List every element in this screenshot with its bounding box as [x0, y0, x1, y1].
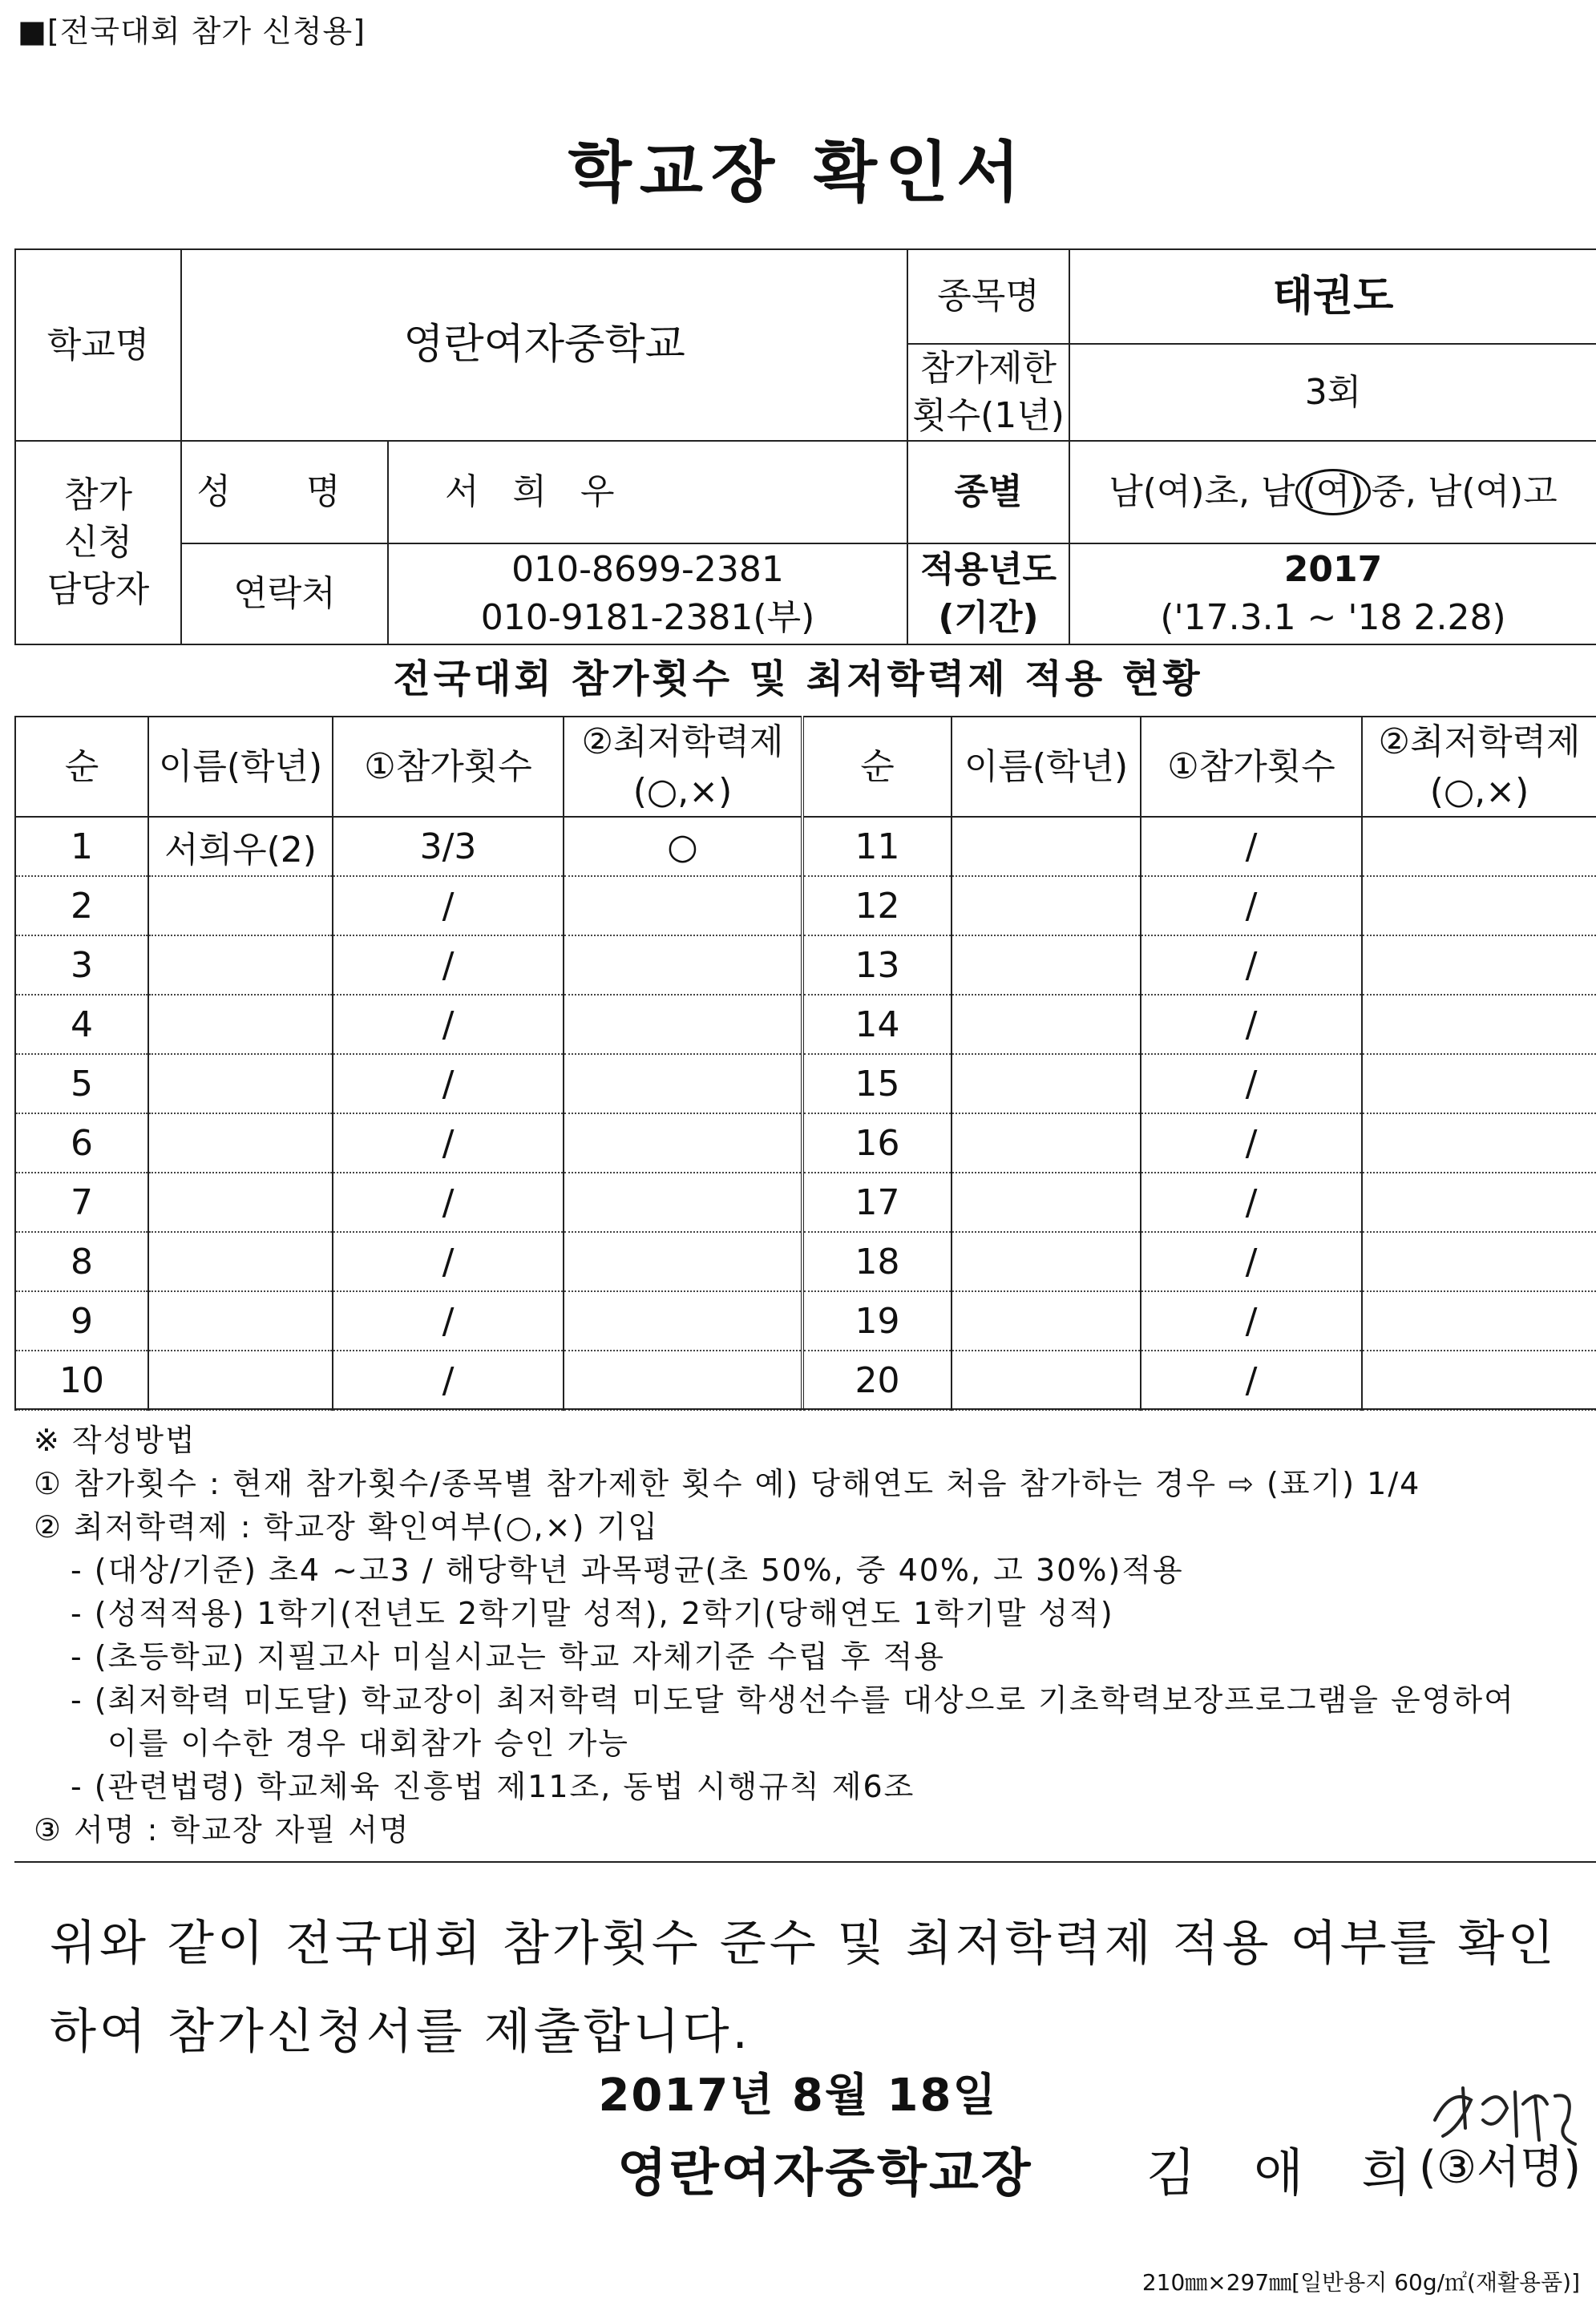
- school-name: 영란여자중학교: [181, 249, 907, 441]
- row-min-grade: [1362, 817, 1596, 876]
- statement-line1: 위와 같이 전국대회 참가횟수 준수 및 최저학력제 적용 여부를 확인: [50, 1916, 1558, 1972]
- row-name: [952, 876, 1141, 935]
- principal-name: 김 애 희: [1146, 2144, 1432, 2203]
- row-count: /: [1141, 1173, 1362, 1232]
- row-count: /: [333, 1113, 564, 1173]
- row-name: [148, 1113, 333, 1173]
- note-1: ① 참가횟수 : 현재 참가횟수/종목별 참가제한 횟수 예) 당해연도 처음 참가하는 경우 ⇨ (표기) 1/4: [34, 1466, 1421, 1501]
- row-min-grade: [564, 876, 802, 935]
- row-min-grade: [1362, 1173, 1596, 1232]
- row-name: 서희우(2): [148, 817, 333, 876]
- row-min-grade: [564, 1291, 802, 1351]
- row-count: /: [333, 1232, 564, 1291]
- row-min-grade: [1362, 1232, 1596, 1291]
- event-label: 종목명: [907, 249, 1069, 344]
- year-value: [1069, 543, 1596, 644]
- year-label-line1: 적용년도: [919, 549, 1057, 591]
- row-number: 18: [802, 1232, 952, 1291]
- row-number: 9: [15, 1291, 148, 1351]
- limit-value: 3회: [1069, 344, 1596, 441]
- row-count: /: [1141, 876, 1362, 935]
- count-table: [14, 716, 1596, 1411]
- manager-label: [15, 441, 181, 644]
- manager-label-line2: 신청: [63, 522, 132, 563]
- row-number: 17: [802, 1173, 952, 1232]
- row-name: [952, 1054, 1141, 1113]
- name-value: 서 희 우: [388, 441, 907, 543]
- header-min-line1: ②최저학력제: [581, 721, 784, 762]
- category-value: [1069, 441, 1596, 543]
- header-min-line1: ②최저학력제: [1378, 721, 1581, 762]
- row-name: [148, 1054, 333, 1113]
- page-title: 학교장 확인서: [568, 135, 1028, 211]
- row-count: 3/3: [333, 817, 564, 876]
- principal-title: 영란여자중학교장: [617, 2144, 1033, 2203]
- row-number: 20: [802, 1351, 952, 1410]
- school-label: 학교명: [15, 249, 181, 441]
- row-name: [952, 1113, 1141, 1173]
- row-name: [148, 876, 333, 935]
- row-name: [952, 1173, 1141, 1232]
- info-table: [14, 248, 1596, 645]
- name-label: 성 명: [181, 441, 388, 543]
- row-number: 4: [15, 995, 148, 1054]
- row-name: [952, 995, 1141, 1054]
- issue-date: 2017년 8월 18일: [598, 2070, 998, 2122]
- note-3: ③ 서명 : 학교장 자필 서명: [34, 1812, 410, 1848]
- paper-spec-footer: 210㎜×297㎜[일반용지 60g/㎡(재활용품)]: [1141, 2269, 1580, 2296]
- header-min-line2: (○,×): [632, 770, 733, 812]
- row-name: [148, 995, 333, 1054]
- row-number: 11: [802, 817, 952, 876]
- header-name: 이름(학년): [952, 717, 1141, 817]
- header-min-line2: (○,×): [1429, 770, 1529, 812]
- row-count: /: [1141, 1113, 1362, 1173]
- row-min-grade: [564, 1113, 802, 1173]
- notes-bottom-divider: [14, 1861, 1596, 1863]
- row-min-grade: [564, 1351, 802, 1410]
- table-row: [15, 817, 1596, 876]
- row-min-grade: [564, 1054, 802, 1113]
- row-number: 8: [15, 1232, 148, 1291]
- table-row: [15, 995, 1596, 1054]
- category-label: 종별: [907, 441, 1069, 543]
- table-row: [15, 1173, 1596, 1232]
- contact-phone-1: 010-8699-2381: [511, 549, 784, 591]
- event-value: 태권도: [1069, 249, 1596, 344]
- row-name: [148, 1232, 333, 1291]
- row-number: 16: [802, 1113, 952, 1173]
- row-name: [952, 1351, 1141, 1410]
- handwritten-signature: [1427, 2072, 1587, 2160]
- notes-title: ※ 작성방법: [34, 1423, 196, 1458]
- row-count: /: [333, 1291, 564, 1351]
- limit-label: [907, 344, 1069, 441]
- year-number: 2017: [1283, 549, 1383, 591]
- row-min-grade: [1362, 1054, 1596, 1113]
- row-number: 10: [15, 1351, 148, 1410]
- row-count: /: [333, 1173, 564, 1232]
- manager-label-line3: 담당자: [46, 569, 150, 611]
- row-min-grade: [1362, 935, 1596, 995]
- table-row: [15, 1113, 1596, 1173]
- header-min: [564, 717, 802, 817]
- row-number: 2: [15, 876, 148, 935]
- row-number: 12: [802, 876, 952, 935]
- note-2c: - (초등학교) 지필고사 미실시교는 학교 자체기준 수립 후 적용: [71, 1639, 945, 1674]
- year-period: ('17.3.1 ~ '18 2.28): [1160, 596, 1506, 638]
- note-2a: - (대상/기준) 초4 ~고3 / 해당학년 과목평균(초 50%, 중 40%, 고 30%)적용: [71, 1553, 1184, 1588]
- row-name: [952, 935, 1141, 995]
- row-count: /: [333, 935, 564, 995]
- row-number: 19: [802, 1291, 952, 1351]
- row-count: /: [1141, 1351, 1362, 1410]
- header-no: 순: [802, 717, 952, 817]
- contact-label: 연락처: [181, 543, 388, 644]
- limit-label-line2: 횟수(1년): [912, 395, 1065, 437]
- row-count: /: [333, 995, 564, 1054]
- row-count: /: [333, 1054, 564, 1113]
- contact-phone-2: 010-9181-2381(부): [480, 596, 815, 638]
- row-min-grade: [1362, 1113, 1596, 1173]
- row-number: 14: [802, 995, 952, 1054]
- row-min-grade: [564, 1232, 802, 1291]
- row-count: /: [333, 876, 564, 935]
- table-row: [15, 1351, 1596, 1410]
- row-count: /: [333, 1351, 564, 1410]
- row-min-grade: [1362, 1351, 1596, 1410]
- contact-value: [388, 543, 907, 644]
- header-count: ①참가횟수: [1141, 717, 1362, 817]
- row-name: [148, 1291, 333, 1351]
- row-name: [952, 1291, 1141, 1351]
- row-name: [148, 1351, 333, 1410]
- row-min-grade: [1362, 1291, 1596, 1351]
- row-name: [148, 1173, 333, 1232]
- row-count: /: [1141, 1291, 1362, 1351]
- notes-top-divider: [14, 1408, 1596, 1410]
- category-mid: 중: [1371, 471, 1405, 513]
- year-label-line2: (기간): [938, 596, 1039, 638]
- row-name: [148, 935, 333, 995]
- row-min-grade: ○: [564, 817, 802, 876]
- statement: [50, 1900, 1573, 2076]
- statement-line2: 하여 참가신청서를 제출합니다.: [50, 2004, 751, 2060]
- row-min-grade: [1362, 876, 1596, 935]
- table-row: [15, 935, 1596, 995]
- circled-option: (여): [1295, 469, 1372, 515]
- row-min-grade: [564, 1173, 802, 1232]
- signature-label: (③서명): [1419, 2142, 1582, 2194]
- row-number: 7: [15, 1173, 148, 1232]
- header-min: [1362, 717, 1596, 817]
- header-count: ①참가횟수: [333, 717, 564, 817]
- row-min-grade: [1362, 995, 1596, 1054]
- form-tag: ■[전국대회 참가 신청용]: [18, 14, 366, 49]
- note-2d-cont: 이를 이수한 경우 대회참가 승인 가능: [107, 1726, 630, 1761]
- note-2d: - (최저학력 미도달) 학교장이 최저학력 미도달 학생선수를 대상으로 기초학력보장프로그램을 운영하여: [71, 1682, 1515, 1718]
- row-name: [952, 817, 1141, 876]
- row-number: 15: [802, 1054, 952, 1113]
- header-no: 순: [15, 717, 148, 817]
- row-min-grade: [564, 935, 802, 995]
- year-label: [907, 543, 1069, 644]
- row-count: /: [1141, 1054, 1362, 1113]
- note-2: ② 최저학력제 : 학교장 확인여부(○,×) 기입: [34, 1509, 659, 1545]
- table-row: [15, 1054, 1596, 1113]
- limit-label-line1: 참가제한: [919, 348, 1057, 389]
- row-number: 6: [15, 1113, 148, 1173]
- row-name: [952, 1232, 1141, 1291]
- table-row: [15, 1291, 1596, 1351]
- section-title: 전국대회 참가횟수 및 최저학력제 적용 현황: [393, 656, 1203, 701]
- row-count: /: [1141, 935, 1362, 995]
- category-post: , 남(여)고: [1404, 471, 1558, 513]
- table-row: [15, 876, 1596, 935]
- row-count: /: [1141, 1232, 1362, 1291]
- header-name: 이름(학년): [148, 717, 333, 817]
- category-pre: 남(여)초, 남: [1109, 471, 1295, 513]
- row-number: 3: [15, 935, 148, 995]
- row-number: 13: [802, 935, 952, 995]
- row-count: /: [1141, 995, 1362, 1054]
- row-min-grade: [564, 995, 802, 1054]
- note-2b: - (성적적용) 1학기(전년도 2학기말 성적), 2학기(당해연도 1학기말 성적): [71, 1596, 1114, 1631]
- note-2e: - (관련법령) 학교체육 진흥법 제11조, 동법 시행규칙 제6조: [71, 1769, 915, 1804]
- row-number: 5: [15, 1054, 148, 1113]
- row-count: /: [1141, 817, 1362, 876]
- row-number: 1: [15, 817, 148, 876]
- manager-label-line1: 참가: [63, 474, 132, 515]
- table-row: [15, 1232, 1596, 1291]
- notes: [34, 1419, 1589, 1852]
